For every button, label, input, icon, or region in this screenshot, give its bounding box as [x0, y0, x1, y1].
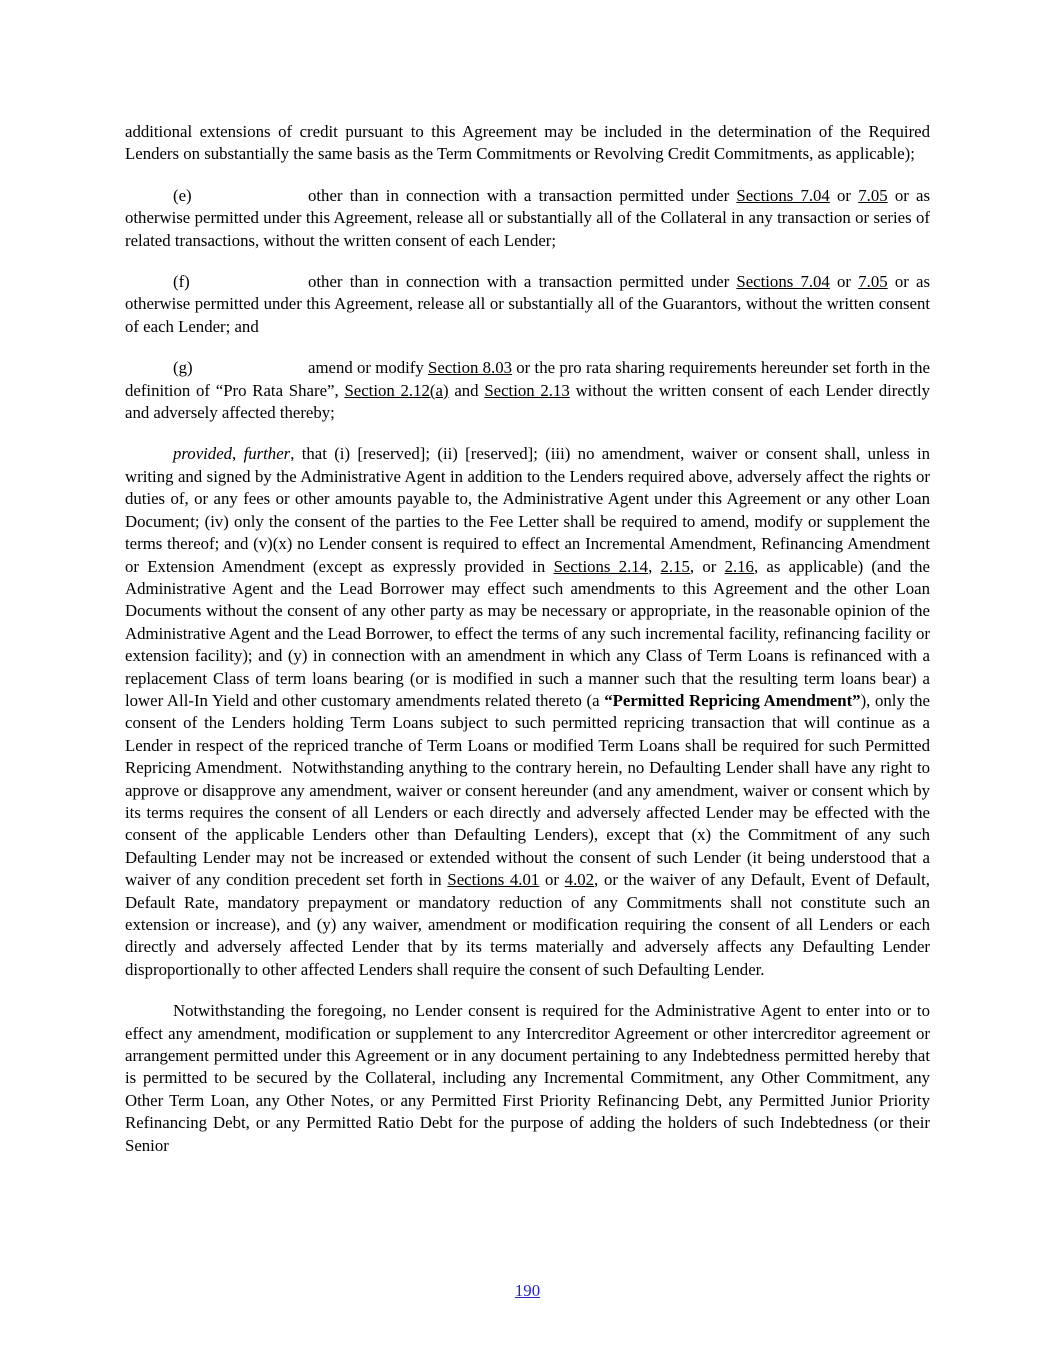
text-run: additional extensions of credit pursuant to this Agreement may be included in the determination of the Required Lenders on substantially the same basis as the Term Commitments or Revolving Credit Commitments, as applicable); [125, 122, 930, 164]
text-run: and [448, 380, 485, 400]
text-run: , or [689, 556, 725, 576]
clause-e-paragraph [125, 185, 930, 252]
section-reference-link[interactable]: Section 2.13 [484, 380, 570, 400]
text-run: without the written consent of each Lender directly and adversely affected thereby; [125, 380, 930, 423]
text-run: or [829, 272, 859, 292]
clause-label: (e) [173, 185, 192, 205]
clause-label: (f) [173, 272, 190, 292]
text-run: , or the waiver of any Default, Event of Default, Default Rate, mandatory prepayment or mandatory reduction of any Commitments shall not constitute such an extension or increase), and (y) any waiver, amendment or modification requiring the consent of all Lenders or each directly and adversely affected Lender that by its terms materially and adversely affects any Defaulting Lender disproportionally to other affected Lenders shall require the consent of such Defaulting Lender. [125, 870, 930, 979]
page-number-link[interactable]: 190 [514, 1281, 541, 1300]
text-run: other than in connection with a transaction permitted under [308, 185, 737, 205]
section-reference-link[interactable]: 4.02 [564, 870, 595, 890]
text-run: or as otherwise permitted under this Agreement, release all or substantially all of the Collateral in any transaction or series of related transactions, without the written consent of each Lender; [125, 185, 930, 250]
section-reference-link[interactable]: 2.16 [724, 556, 754, 576]
text-run: ), only the consent of the Lenders holding Term Loans subject to such permitted repricing transaction that will continue as a Lender in respect of the repriced tranche of Term Loans or modified Term Loans shall be required for such Permitted Repricing Amendment. Notwithstanding anything to the contrary herein, no Defaulting Lender shall have any right to approve or disapprove any amendment, waiver or consent hereunder (and any amendment, waiver or consent which by its terms requires the consent of all Lenders or each directly and adversely affected Lender may be effected with the consent of the applicable Lenders other than Defaulting Lenders), except that (x) the Commitment of any such Defaulting Lender may not be increased or extended without the consent of such Lender (it being understood that a waiver of any condition precedent set forth in [125, 690, 930, 890]
text-run: , [232, 444, 244, 464]
provided-further-paragraph [125, 443, 930, 981]
section-reference-link[interactable]: Sections 7.04 [736, 272, 830, 292]
text-run: , as applicable) (and the Administrative Agent and the Lead Borrower may effect such amendments to this Agreement and the other Loan Documents without the consent of any other party as may be necessary or appropriate, in the reasonable opinion of the Administrative Agent and the Lead Borrower, to effect the terms of any such incremental facility, refinancing facility or extension facility); and (y) in connection with an amendment in which any Class of Term Loans is refinanced with a replacement Class of term loans bearing (or is modified in such a manner such that the resulting term loans bear) a lower All-In Yield and other customary amendments related thereto (a [125, 556, 930, 710]
text-run: other than in connection with a transaction permitted under [308, 272, 737, 292]
section-reference-link[interactable]: Section 8.03 [428, 358, 513, 378]
clause-label: (g) [173, 358, 193, 378]
section-reference-link[interactable]: Sections 2.14 [553, 556, 649, 576]
text-run: amend or modify [308, 358, 429, 378]
continuation-paragraph [125, 121, 930, 166]
defined-term: “Permitted Repricing Amendment” [604, 690, 861, 710]
section-reference-link[interactable]: Section 2.12(a) [344, 380, 449, 400]
notwithstanding-paragraph [125, 1000, 930, 1157]
section-reference-link[interactable]: 7.05 [858, 185, 888, 205]
text-run: or [829, 185, 859, 205]
section-reference-link[interactable]: Sections 4.01 [447, 870, 540, 890]
text-run: or as otherwise permitted under this Agreement, release all or substantially all of the Guarantors, without the written consent of each Lender; and [125, 272, 930, 336]
section-reference-link[interactable]: 7.05 [858, 272, 888, 292]
text-run: further [243, 444, 291, 464]
section-reference-link[interactable]: 2.15 [660, 556, 690, 576]
text-run: provided [173, 444, 233, 464]
section-reference-link[interactable]: Sections 7.04 [736, 185, 830, 205]
page-footer [0, 1280, 1055, 1302]
text-run: , that (i) [reserved]; (ii) [reserved]; (iii) no amendment, waiver or consent shall, unless in writing and signed by the Administrative Agent in addition to the Lenders required above, adversely affect the rights or duties of, or any fees or other amounts payable to, the Administrative Agent under this Agreement or any other Loan Document; (iv) only the consent of the parties to the Fee Letter shall be required to amend, modify or supplement the terms thereof; and (v)(x) no Lender consent is required to effect an Incremental Amendment, Refinancing Amendment or Extension Amendment (except as expressly provided in [125, 444, 931, 576]
text-run: or the pro rata sharing requirements hereunder set forth in the definition of “Pro Rata Share”, [125, 358, 930, 400]
clause-g-paragraph [125, 357, 930, 424]
text-run: Notwithstanding the foregoing, no Lender consent is required for the Administrative Agent to enter into or to effect any amendment, modification or supplement to any Intercreditor Agreement or other intercreditor agreement or arrangement permitted under this Agreement or in any document pertaining to any Indebtedness permitted hereby that is permitted to be secured by the Collateral, including any Incremental Commitment, any Other Commitment, any Other Term Loan, any Other Notes, or any Permitted First Priority Refinancing Debt, any Permitted Junior Priority Refinancing Debt, or any Permitted Ratio Debt for the purpose of adding the holders of such Indebtedness (or their Senior [125, 1001, 930, 1155]
document-body [125, 121, 930, 1176]
text-run: , [648, 556, 661, 576]
text-run: or [539, 870, 565, 890]
clause-f-paragraph [125, 271, 930, 338]
